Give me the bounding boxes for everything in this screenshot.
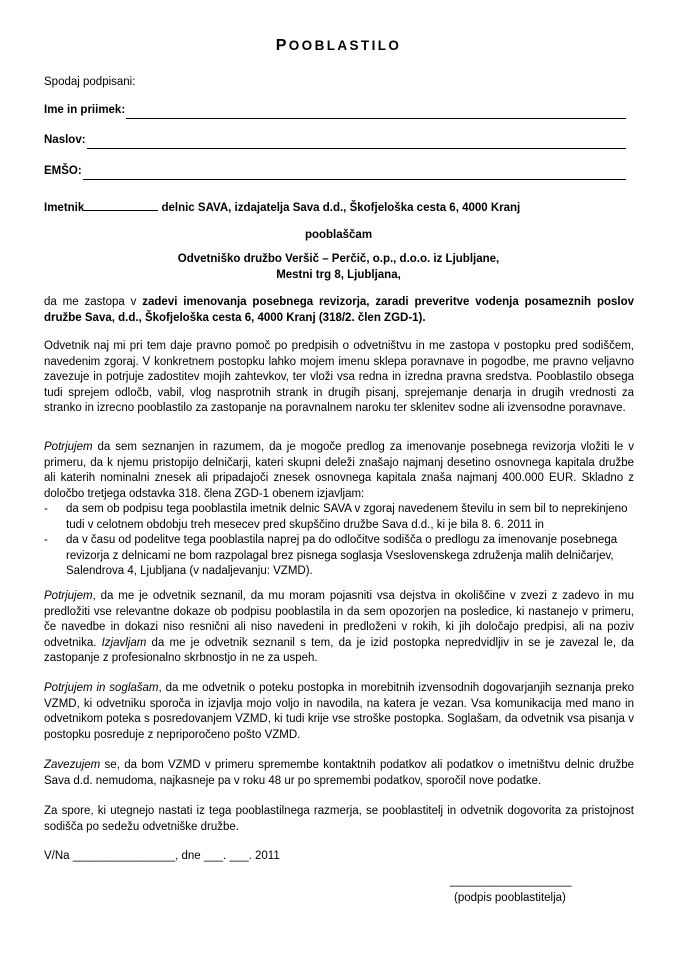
scope-lead: da me zastopa v (44, 296, 143, 308)
emso-label: EMŠO: (44, 165, 82, 178)
confirm-2-text: , da me je odvetnik seznanil, da mu moram pojasniti vsa dejstva in okoliščine v zvezi z zadevo in mu predložiti vse relevantne dokaze ob podpisu pooblastila in da sem opozorjen na posledice, ki nastanejo v primeru, če navedbe in dokazi niso resnični ali niso navedeni in predloženi v rokih, ki jih določajo predpisi, ali na poziv odvetnika. (44, 590, 634, 649)
name-label: Ime in priimek: (44, 104, 126, 117)
name-field-row[interactable] (44, 103, 626, 119)
confirm-1-italic: Potrjujem (44, 441, 93, 453)
declare-text: da me je odvetnik seznanil s tem, da je izid postopka nepredvidljiv in se je zavezal le, da zastopanje z profesionalno skrbnostjo in ne za uspeh. (44, 636, 634, 665)
paragraph-confirm-1 (44, 440, 634, 502)
paragraph-consent (44, 681, 634, 743)
bullet-dash: - (44, 503, 48, 515)
holder-suffix: delnic SAVA, izdajatelja Sava d.d., Škofjeloška cesta 6, 4000 Kranj (161, 202, 521, 214)
declare-italic: Izjavljam (101, 636, 147, 649)
address-label: Naslov: (44, 134, 86, 147)
list-item (44, 502, 634, 533)
paragraph-powers: Odvetnik naj mi pri tem daje pravno pomoč po predpisih o odvetništvu in me zastopa v postopku pred sodiščem, navedenim zgoraj. V konkretnem postopku lahko mojem imenu sklepa poravnave in pogodbe, me pravno veljavno zavezuje in potrjuje zadostitev mojih zahtevkov, ter vloži vsa redna in izredna pravna sredstva. Pooblastilo obsega tudi sprejem odločb, vabil, vlog nasprotnih strank in drugih pisanj, sprejemanje denarja in drugih vrednosti za stranko in izrecno pooblastilo za zastopanje na poravnalnem naroku ter sklenitev sodne ali izvensodne poravnave. (44, 340, 634, 415)
place-date-line[interactable]: V/Na ________________, dne ___. ___. 2011 (44, 850, 280, 862)
paragraph-confirm-2 (44, 589, 634, 667)
bullet-dash: - (44, 534, 48, 547)
list-item (44, 533, 634, 580)
commit-text: se, da bom VZMD v primeru spremembe kontaktnih podatkov ali podatkov o imetništvu delnic družbe Sava d.d. nemudoma, najkasneje pa v roku 48 ur po spremembi podatkov, sporočil nove podatke. (44, 759, 634, 787)
bullet-text: da v času od podelitve tega pooblastila naprej pa do odločitve sodišča o predlogu za imenovanje posebnega revizorja z delnicami ne bom razpolagal brez pisnega soglasja Vseslovenskega združenja malih delničarjev, Salendrova 4, Ljubljana (v nadaljevanju: VZMD). (66, 534, 618, 578)
address-input-line[interactable] (87, 136, 626, 149)
document-title (0, 38, 677, 54)
paragraph-jurisdiction: Za spore, ki utegnejo nastati iz tega pooblastilnega razmerja, se pooblastitelj in odvetnik dogovorita za pristojnost sodišča po sedežu odvetniške družbe. (44, 805, 634, 833)
paragraph-commit (44, 758, 634, 789)
commit-italic: Zavezujem (44, 759, 101, 771)
shares-count-line[interactable] (84, 199, 158, 211)
intro-text: Spodaj podpisani: (44, 76, 136, 88)
consent-italic: Potrjujem in soglašam (44, 682, 159, 694)
title-initial: P (275, 37, 289, 54)
confirm-2-italic: Potrjujem (44, 590, 93, 602)
name-input-line[interactable] (126, 106, 626, 119)
bullet-text: da sem ob podpisu tega pooblastila imetnik delnic SAVA v zgoraj navedenem številu in sem bil to neprekinjeno tudi v celotnem obdobju treh mesecev pred skupščino družbe Sava d.d., ki je bila 8. 6. 2011 in (66, 503, 628, 531)
confirm-1-text: da sem seznanjen in razumem, da je mogoče predlog za imenovanje posebnega revizorja vložiti le v primeru, da k njemu pristopijo delničarji, kateri skupni deleži znašajo najmanj desetino osnovnega kapitala družbe ali katerih nominalni znesek ali pripadajoči znesek osnovnega kapitala znaša najmanj 400.000 EUR. Skladno z določbo tretjega odstavka 318. člena ZGD-1 obenem izjavljam: (44, 441, 634, 500)
holder-prefix: Imetnik (44, 202, 85, 214)
firm-line-1: Odvetniško družbo Veršič – Perčič, o.p., d.o.o. iz Ljubljane, (177, 253, 500, 265)
scope-bold: zadevi imenovanja posebnega revizorja, zaradi preveritve vodenja posameznih poslov družbe Sava, d.d., Škofjeloška cesta 6, 4000 Kranj (318/2. člen ZGD-1). (44, 296, 635, 324)
holder-line (44, 199, 520, 217)
emso-input-line[interactable] (83, 167, 626, 180)
emso-field-row[interactable] (44, 164, 626, 180)
title-rest: OOBLASTILO (288, 38, 402, 53)
firm-line-2: Mestni trg 8, Ljubljana, (276, 269, 401, 281)
paragraph-scope (44, 295, 634, 326)
declaration-list (44, 502, 634, 580)
signature-label: (podpis pooblastitelja) (454, 892, 566, 904)
address-field-row[interactable] (44, 133, 626, 149)
consent-text: , da me odvetnik o poteku postopka in morebitnih izvensodnih dogovarjanjih seznanja preko VZMD, ki odvetniku sporoča in izjavlja mojo voljo in navodila, na katera je vezan. Vsa komunikacija med mano in odvetnikom poteka s posredovanjem VZMD, ki tudi krije vse stroške postopka. Soglašam, da odvetnik vsa pisanja v postopku posreduje z nepriporočeno pošto VZMD. (44, 682, 634, 741)
authorize-word: pooblaščam (304, 229, 373, 241)
signature-line[interactable]: ___________________ (450, 875, 572, 887)
